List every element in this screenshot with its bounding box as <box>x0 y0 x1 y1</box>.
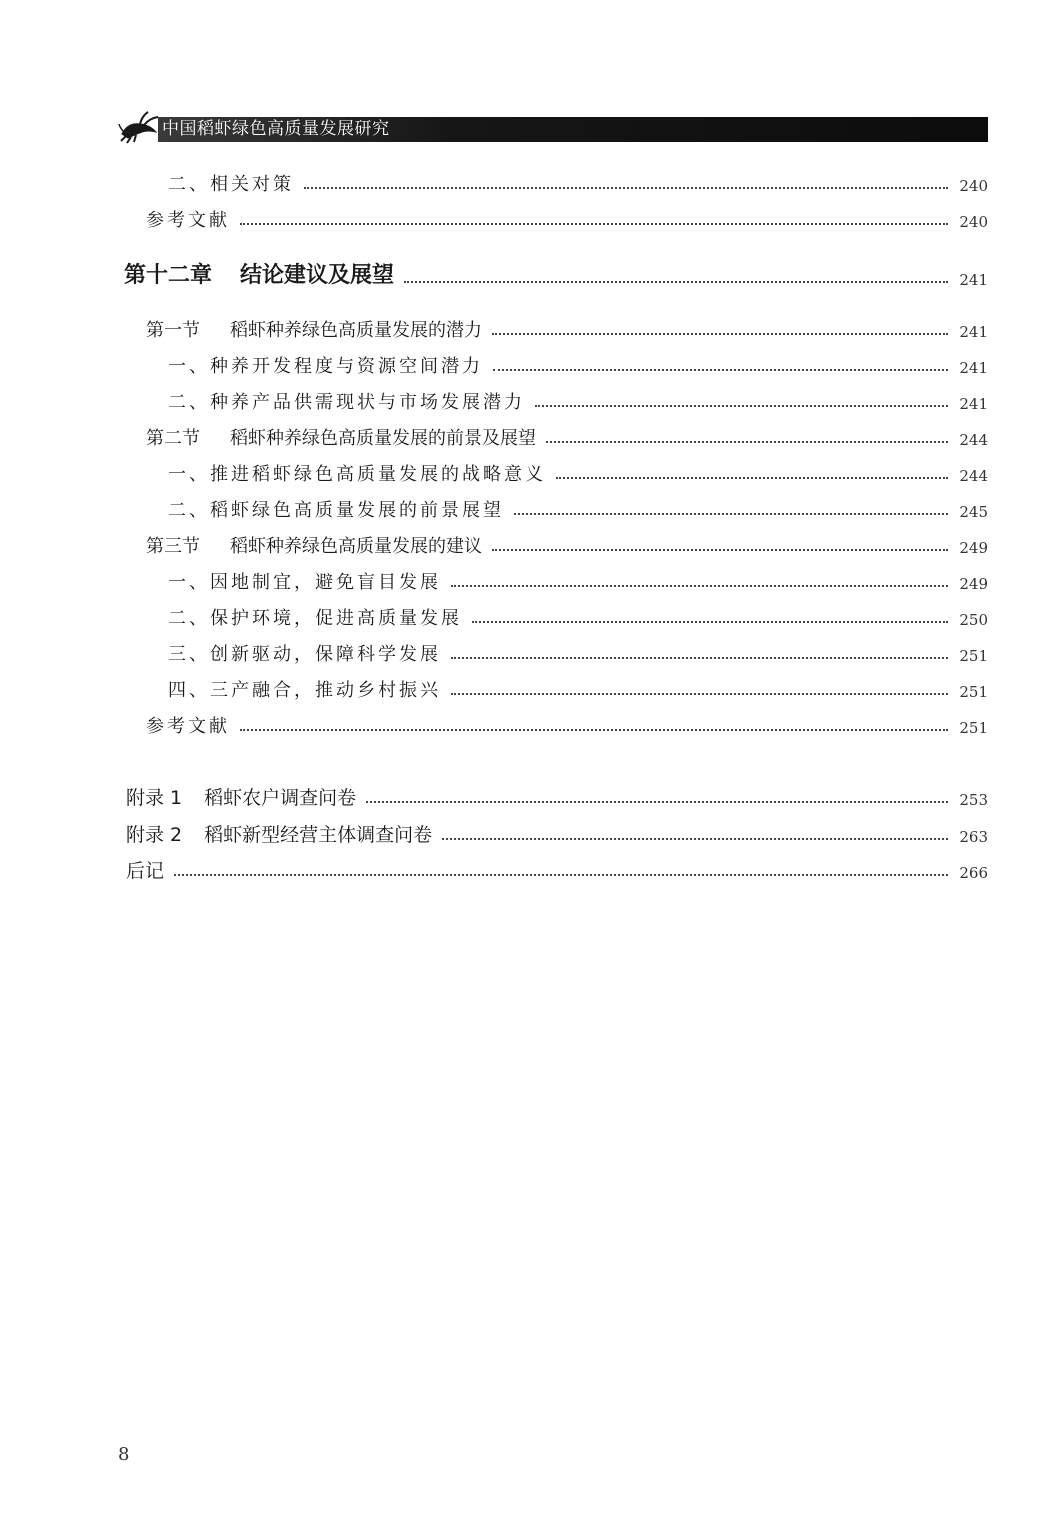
toc-entry-page: 263 <box>959 828 988 846</box>
dot-leader <box>404 281 948 283</box>
toc-entry[interactable] <box>168 644 988 666</box>
section-title: 稻虾种养绿色高质量发展的潜力 <box>230 320 482 341</box>
page-number: 8 <box>118 1444 130 1465</box>
toc-entry[interactable] <box>146 210 988 232</box>
dot-leader <box>451 657 948 659</box>
toc-entry[interactable] <box>168 608 988 630</box>
toc-entry-label: 后记 <box>126 860 165 882</box>
section-title: 稻虾种养绿色高质量发展的前景及展望 <box>230 428 536 449</box>
toc-entry[interactable] <box>168 174 988 196</box>
toc-entry-label: 一、推进稻虾绿色高质量发展的战略意义 <box>168 464 546 485</box>
dot-leader <box>546 441 948 443</box>
section-number: 第二节 <box>146 428 200 449</box>
dot-leader <box>492 333 948 335</box>
toc-entry-label: 参考文献 <box>146 210 230 231</box>
toc-entry-page: 245 <box>959 503 988 521</box>
toc-entry-page: 244 <box>959 431 988 449</box>
toc-entry-page: 251 <box>959 647 988 665</box>
toc-entry-label: 参考文献 <box>146 716 230 737</box>
dot-leader <box>451 693 948 695</box>
toc-entry-page: 244 <box>959 467 988 485</box>
chapter-number: 第十二章 <box>124 263 213 288</box>
toc-entry[interactable] <box>168 392 988 414</box>
dot-leader <box>366 801 948 803</box>
toc-entry-page: 240 <box>959 177 988 195</box>
dot-leader <box>514 513 948 515</box>
toc-entry-label: 三、创新驱动，保障科学发展 <box>168 644 441 665</box>
toc-entry-page: 241 <box>959 323 988 341</box>
toc-entry[interactable] <box>146 716 988 738</box>
appendix-number: 附录 2 <box>126 824 183 846</box>
toc-entry-page: 249 <box>959 539 988 557</box>
dot-leader <box>472 621 948 623</box>
header-title: 中国稻虾绿色高质量发展研究 <box>162 119 390 139</box>
dot-leader <box>493 369 948 371</box>
dot-leader <box>556 477 948 479</box>
toc-entry-page: 241 <box>959 271 988 289</box>
appendix-number: 附录 1 <box>126 787 183 809</box>
toc-section[interactable] <box>146 428 988 450</box>
toc-entry-label: 四、三产融合，推动乡村振兴 <box>168 680 441 701</box>
toc-section[interactable] <box>146 536 988 558</box>
toc-entry-label: 二、稻虾绿色高质量发展的前景展望 <box>168 500 504 521</box>
toc-entry-page: 251 <box>959 683 988 701</box>
toc-entry[interactable] <box>168 680 988 702</box>
toc-entry-page: 241 <box>959 395 988 413</box>
toc-chapter[interactable] <box>124 262 988 290</box>
toc-section[interactable] <box>146 320 988 342</box>
toc-entry-page: 249 <box>959 575 988 593</box>
dot-leader <box>240 729 948 731</box>
section-number: 第三节 <box>146 536 200 557</box>
appendix-title: 稻虾农户调查问卷 <box>204 787 357 809</box>
toc-entry-page: 266 <box>959 864 988 882</box>
dot-leader <box>492 549 948 551</box>
toc-appendix[interactable] <box>126 823 988 847</box>
section-title: 稻虾种养绿色高质量发展的建议 <box>230 536 482 557</box>
dot-leader <box>535 405 948 407</box>
dot-leader <box>451 585 948 587</box>
toc-entry-page: 241 <box>959 359 988 377</box>
chapter-title: 结论建议及展望 <box>240 263 395 288</box>
appendix-title: 稻虾新型经营主体调查问卷 <box>204 824 433 846</box>
section-number: 第一节 <box>146 320 200 341</box>
toc-entry-page: 251 <box>959 719 988 737</box>
dot-leader <box>174 874 948 876</box>
dot-leader <box>304 187 948 189</box>
toc-entry-label: 二、种养产品供需现状与市场发展潜力 <box>168 392 525 413</box>
toc-entry[interactable] <box>168 356 988 378</box>
toc-entry-label: 二、保护环境，促进高质量发展 <box>168 608 462 629</box>
toc-entry[interactable] <box>126 859 988 883</box>
dot-leader <box>240 223 948 225</box>
toc-entry-label: 二、相关对策 <box>168 174 294 195</box>
toc-entry-label: 一、种养开发程度与资源空间潜力 <box>168 356 483 377</box>
crayfish-icon <box>118 108 160 144</box>
toc-entry[interactable] <box>168 572 988 594</box>
toc-entry[interactable] <box>168 500 988 522</box>
toc-entry[interactable] <box>168 464 988 486</box>
toc-entry-label: 一、因地制宜，避免盲目发展 <box>168 572 441 593</box>
dot-leader <box>442 838 948 840</box>
toc-entry-page: 240 <box>959 213 988 231</box>
toc-appendix[interactable] <box>126 786 988 810</box>
toc-entry-page: 253 <box>959 791 988 809</box>
toc-entry-page: 250 <box>959 611 988 629</box>
